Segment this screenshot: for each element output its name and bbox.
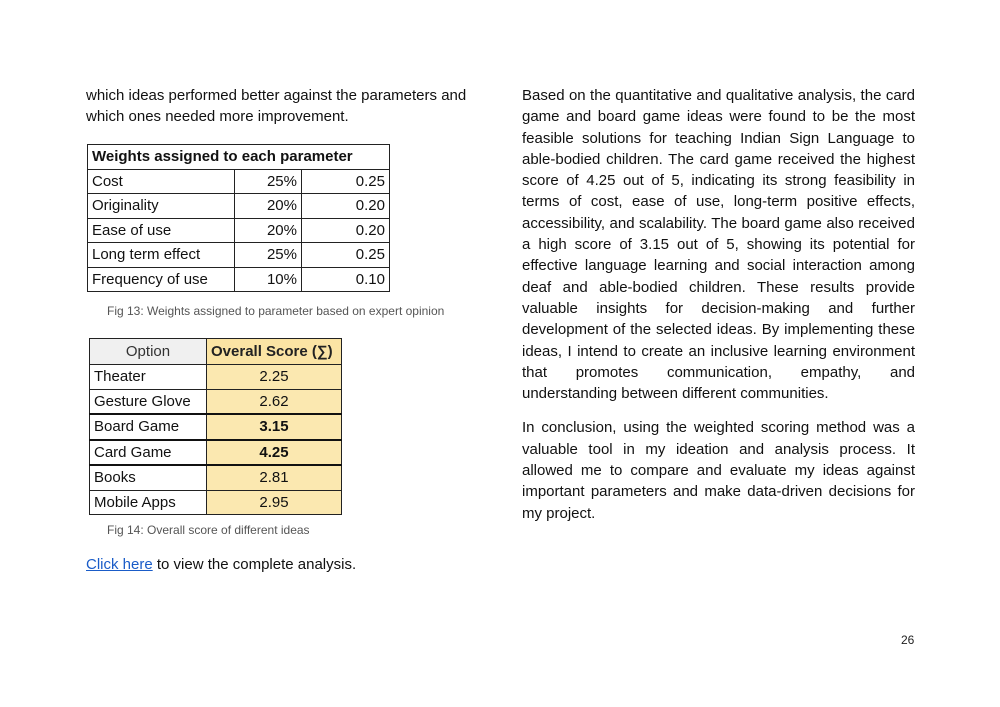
weights-table xyxy=(87,144,390,292)
figure-caption-14: Fig 14: Overall score of different ideas xyxy=(107,523,310,537)
analysis-paragraph: Based on the quantitative and qualitative analysis, the card game and board game ideas were found to be the most feasible solutions for teaching Indian Sign Language to able-bodied children. The card game received the highest score of 4.25 out of 5, indicating its strong feasibility in terms of cost, ease of use, long-term positive effects, accessibility, and scalability. The board game also received a high score of 3.15 out of 5, showing its potential for effective language learning and social interaction among deaf and able-bodied children. These results provide valuable insights for decision-making and further development of the selected ideas. By implementing these ideas, I intend to create an inclusive learning environment that promotes communication, empathy, and understanding between different communities. xyxy=(522,87,915,403)
score-cell: 2.62 xyxy=(207,389,342,414)
table-row xyxy=(88,243,390,268)
score-table-header xyxy=(90,339,342,365)
table-row xyxy=(88,267,390,292)
weight-cell: 0.20 xyxy=(302,194,390,219)
param-cell: Frequency of use xyxy=(88,267,235,292)
table-row xyxy=(90,414,342,440)
param-cell: Originality xyxy=(88,194,235,219)
option-header: Option xyxy=(90,339,207,365)
weights-table-header xyxy=(88,145,390,170)
percent-cell: 20% xyxy=(235,218,302,243)
score-cell: 2.81 xyxy=(207,465,342,490)
right-column xyxy=(522,85,915,524)
weights-table-title: Weights assigned to each parameter xyxy=(88,145,390,170)
table-row xyxy=(88,218,390,243)
percent-cell: 25% xyxy=(235,169,302,194)
score-cell: 4.25 xyxy=(207,440,342,466)
param-cell: Ease of use xyxy=(88,218,235,243)
weight-cell: 0.20 xyxy=(302,218,390,243)
overall-score-table xyxy=(89,338,342,515)
percent-cell: 25% xyxy=(235,243,302,268)
param-cell: Long term effect xyxy=(88,243,235,268)
weight-cell: 0.10 xyxy=(302,267,390,292)
option-cell: Theater xyxy=(90,365,207,390)
weight-cell: 0.25 xyxy=(302,169,390,194)
intro-paragraph: which ideas performed better against the parameters and which ones needed more improvement. xyxy=(86,87,467,125)
table-row xyxy=(90,465,342,490)
option-cell: Gesture Glove xyxy=(90,389,207,414)
param-cell: Cost xyxy=(88,169,235,194)
percent-cell: 20% xyxy=(235,194,302,219)
score-cell: 2.25 xyxy=(207,365,342,390)
option-cell: Card Game xyxy=(90,440,207,466)
link-suffix-text: to view the complete analysis. xyxy=(152,556,357,573)
click-here-link[interactable]: Click here xyxy=(86,556,153,573)
table-row xyxy=(90,490,342,515)
figure-caption-13: Fig 13: Weights assigned to parameter based on expert opinion xyxy=(107,304,445,318)
left-column xyxy=(86,85,486,573)
table-row xyxy=(90,440,342,466)
option-cell: Board Game xyxy=(90,414,207,440)
option-cell: Mobile Apps xyxy=(90,490,207,515)
conclusion-paragraph: In conclusion, using the weighted scoring method was a valuable tool in my ideation and analysis process. It allowed me to compare and evaluate my ideas against important parameters and make data-driven decisions for my project. xyxy=(522,419,915,522)
score-cell: 2.95 xyxy=(207,490,342,515)
option-cell: Books xyxy=(90,465,207,490)
table-row xyxy=(90,389,342,414)
table-row xyxy=(88,169,390,194)
score-header: Overall Score (∑) xyxy=(207,339,342,365)
percent-cell: 10% xyxy=(235,267,302,292)
analysis-link-line xyxy=(86,554,356,575)
table-row xyxy=(88,194,390,219)
table-row xyxy=(90,365,342,390)
page-number: 26 xyxy=(901,633,915,647)
score-cell: 3.15 xyxy=(207,414,342,440)
weight-cell: 0.25 xyxy=(302,243,390,268)
